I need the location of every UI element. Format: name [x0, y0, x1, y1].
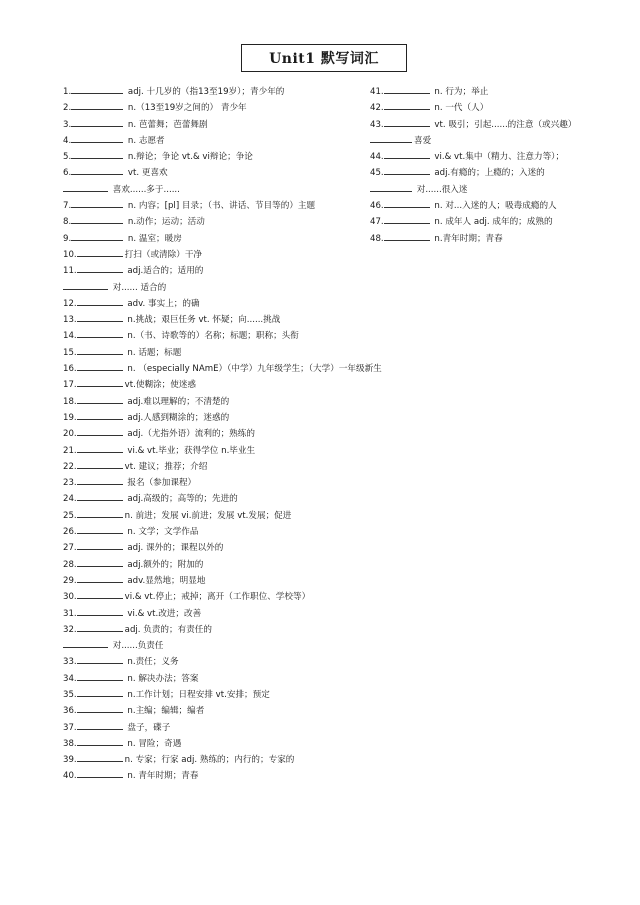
item-number: 14.	[63, 331, 77, 342]
vocabulary-item	[63, 702, 423, 718]
vocabulary-item	[63, 327, 423, 343]
item-definition: n. 内容；[pl] 目录；（书、讲话、节目等的）主题	[125, 201, 316, 212]
item-number: 2.	[63, 103, 72, 114]
answer-blank[interactable]	[77, 507, 123, 518]
item-number: 35.	[63, 689, 77, 700]
vocabulary-item	[370, 99, 632, 115]
vocabulary-item	[370, 116, 632, 132]
item-definition: 报名（参加课程）	[124, 478, 197, 489]
answer-blank[interactable]	[71, 197, 123, 208]
item-definition: n.责任；义务	[124, 657, 179, 668]
item-number: 21.	[63, 445, 77, 456]
answer-blank[interactable]	[77, 702, 123, 713]
page-title: Unit1 默写词汇	[241, 44, 407, 72]
answer-blank[interactable]	[77, 327, 123, 338]
item-number: 36.	[63, 706, 77, 717]
item-number: 32.	[63, 624, 77, 635]
vocabulary-item	[63, 556, 423, 572]
answer-blank[interactable]	[77, 670, 123, 681]
vocabulary-item	[63, 360, 423, 376]
item-number: 18.	[63, 396, 77, 407]
vocabulary-item	[63, 197, 423, 213]
item-number: 25.	[63, 510, 77, 521]
answer-blank[interactable]	[63, 637, 108, 648]
item-definition: n.辩论；争论 vt.& vi辩论；争论	[125, 152, 253, 163]
item-definition: n. 青年时期；青春	[124, 771, 199, 782]
item-number: 28.	[63, 559, 77, 570]
vocabulary-item	[63, 376, 423, 392]
vocabulary-item	[63, 653, 423, 669]
answer-blank[interactable]	[384, 148, 430, 159]
item-definition: n. 一代（人）	[431, 103, 489, 114]
item-definition: n. 解决办法；答案	[124, 673, 199, 684]
item-definition: 喜爱	[414, 135, 432, 146]
answer-blank[interactable]	[77, 588, 123, 599]
item-definition: vi.& vt.毕业；获得学位 n.毕业生	[124, 445, 256, 456]
item-number: 42.	[370, 103, 384, 114]
item-definition: n. （especially NAmE）（中学）九年级学生；（大学）一年级新生	[124, 364, 382, 375]
item-number: 33.	[63, 657, 77, 668]
item-number: 7.	[63, 201, 72, 212]
answer-blank[interactable]	[370, 132, 412, 143]
answer-blank[interactable]	[77, 262, 123, 273]
vocabulary-item	[63, 99, 423, 115]
item-number: 29.	[63, 575, 77, 586]
answer-blank[interactable]	[77, 735, 123, 746]
answer-blank[interactable]	[71, 164, 123, 175]
answer-blank[interactable]	[77, 246, 123, 257]
item-number: 44.	[370, 152, 384, 163]
item-definition: n.青年时期；青春	[431, 233, 503, 244]
item-definition: vi.& vt.集中（精力、注意力等）；	[431, 152, 565, 163]
answer-blank[interactable]	[77, 360, 123, 371]
item-number: 13.	[63, 315, 77, 326]
item-number: 41.	[370, 87, 384, 97]
vocabulary-item	[63, 213, 423, 229]
item-number: 24.	[63, 494, 77, 505]
item-number: 22.	[63, 461, 77, 472]
item-number: 9.	[63, 233, 72, 244]
item-definition: 打扫（或清除）干净	[124, 249, 203, 260]
vocabulary-item	[63, 686, 423, 702]
vocabulary-item	[370, 132, 632, 148]
vocabulary-item	[370, 230, 632, 246]
item-definition: adv.显然地；明显地	[124, 575, 206, 586]
item-number: 16.	[63, 364, 77, 375]
vocabulary-item	[63, 735, 423, 751]
right-vocabulary-column	[370, 83, 632, 246]
vocabulary-item	[63, 751, 423, 767]
left-vocabulary-column	[63, 83, 423, 784]
answer-blank[interactable]	[77, 621, 123, 632]
answer-blank[interactable]	[77, 523, 123, 534]
answer-blank[interactable]	[384, 213, 430, 224]
item-definition: 喜欢......多于......	[110, 184, 180, 195]
item-definition: n. 专家；行家 adj. 熟练的；内行的；专家的	[124, 755, 295, 766]
answer-blank[interactable]	[77, 393, 123, 404]
vocabulary-item	[63, 83, 423, 99]
answer-blank[interactable]	[71, 83, 123, 94]
answer-blank[interactable]	[77, 719, 123, 730]
vocabulary-item	[63, 148, 423, 164]
item-definition: n. 芭蕾舞；芭蕾舞剧	[125, 119, 208, 130]
item-definition: vi.& vt.停止；戒掉；离开（工作职位、学校等）	[124, 592, 311, 603]
answer-blank[interactable]	[71, 148, 123, 159]
item-definition: 对...... 适合的	[110, 282, 167, 293]
answer-blank[interactable]	[77, 474, 123, 485]
answer-blank[interactable]	[384, 116, 430, 127]
vocabulary-item	[63, 767, 423, 783]
vocabulary-item	[63, 474, 423, 490]
answer-blank[interactable]	[71, 132, 123, 143]
item-definition: 对......很入迷	[414, 184, 468, 195]
item-definition: vt. 建议；推荐；介绍	[124, 461, 208, 472]
vocabulary-item	[63, 246, 423, 262]
item-definition: n. 温室；暖房	[125, 233, 182, 244]
item-number: 12.	[63, 298, 77, 309]
item-definition: adj. 十几岁的（指13至19岁）；青少年的	[125, 87, 285, 97]
item-number: 27.	[63, 543, 77, 554]
item-number: 23.	[63, 478, 77, 489]
item-definition: n. 行为；举止	[431, 87, 489, 97]
vocabulary-item	[63, 637, 423, 653]
vocabulary-item	[63, 442, 423, 458]
answer-blank[interactable]	[77, 425, 123, 436]
item-number: 19.	[63, 412, 77, 423]
item-number: 46.	[370, 201, 384, 212]
vocabulary-item	[63, 295, 423, 311]
answer-blank[interactable]	[384, 99, 430, 110]
answer-blank[interactable]	[77, 311, 123, 322]
answer-blank[interactable]	[77, 344, 123, 355]
vocabulary-item	[63, 539, 423, 555]
answer-blank[interactable]	[71, 213, 123, 224]
item-definition: n. 志愿者	[125, 135, 165, 146]
item-definition: n. 对...入迷的人；吸毒成瘾的人	[431, 201, 557, 212]
item-number: 47.	[370, 217, 384, 228]
item-number: 37.	[63, 722, 77, 733]
vocabulary-item	[63, 116, 423, 132]
answer-blank[interactable]	[63, 181, 108, 192]
item-number: 38.	[63, 738, 77, 749]
answer-blank[interactable]	[77, 442, 123, 453]
answer-blank[interactable]	[77, 409, 123, 420]
vocabulary-item	[63, 670, 423, 686]
vocabulary-item	[63, 588, 423, 604]
vocabulary-item	[63, 132, 423, 148]
answer-blank[interactable]	[63, 279, 108, 290]
item-number: 31.	[63, 608, 77, 619]
item-number: 20.	[63, 429, 77, 440]
item-definition: adv. 事实上；的确	[124, 298, 200, 309]
item-definition: adj.适合的；适用的	[124, 266, 204, 277]
item-number: 5.	[63, 152, 72, 163]
answer-blank[interactable]	[384, 197, 430, 208]
answer-blank[interactable]	[370, 181, 412, 192]
vocabulary-item	[63, 181, 423, 197]
item-number: 17.	[63, 380, 77, 391]
item-definition: n.动作；运动；活动	[125, 217, 205, 228]
vocabulary-item	[63, 425, 423, 441]
vocabulary-item	[63, 490, 423, 506]
item-definition: vt. 吸引；引起......的注意（或兴趣）	[431, 119, 577, 130]
item-definition: adj.高级的；高等的；先进的	[124, 494, 238, 505]
item-number: 3.	[63, 119, 72, 130]
answer-blank[interactable]	[71, 116, 123, 127]
answer-blank[interactable]	[384, 164, 430, 175]
item-definition: 对......负责任	[110, 641, 164, 652]
vocabulary-item	[63, 311, 423, 327]
answer-blank[interactable]	[384, 230, 430, 241]
vocabulary-item	[370, 83, 632, 99]
answer-blank[interactable]	[77, 572, 123, 583]
item-definition: n.（13至19岁之间的） 青少年	[125, 103, 247, 114]
item-definition: n.（书、诗歌等的）名称；标题；职称；头衔	[124, 331, 299, 342]
vocabulary-item	[370, 148, 632, 164]
vocabulary-item	[370, 213, 632, 229]
item-definition: vi.& vt.改进；改善	[124, 608, 202, 619]
answer-blank[interactable]	[77, 767, 123, 778]
answer-blank[interactable]	[77, 653, 123, 664]
item-number: 40.	[63, 771, 77, 782]
vocabulary-item	[63, 605, 423, 621]
vocabulary-item	[370, 197, 632, 213]
item-definition: adj.（尤指外语）流利的；熟练的	[124, 429, 255, 440]
item-definition: n. 话题；标题	[124, 347, 182, 358]
vocabulary-item	[63, 523, 423, 539]
item-number: 4.	[63, 135, 72, 146]
item-definition: n. 冒险；奇遇	[124, 738, 182, 749]
answer-blank[interactable]	[77, 539, 123, 550]
answer-blank[interactable]	[77, 295, 123, 306]
item-number: 15.	[63, 347, 77, 358]
vocabulary-item	[63, 572, 423, 588]
item-number: 34.	[63, 673, 77, 684]
answer-blank[interactable]	[77, 686, 123, 697]
item-definition: adj.有瘾的；上瘾的；入迷的	[431, 168, 545, 179]
vocabulary-item	[63, 507, 423, 523]
answer-blank[interactable]	[77, 556, 123, 567]
vocabulary-item	[63, 458, 423, 474]
vocabulary-item	[63, 719, 423, 735]
vocabulary-item	[63, 279, 423, 295]
item-number: 8.	[63, 217, 72, 228]
vocabulary-item	[63, 344, 423, 360]
answer-blank[interactable]	[71, 99, 123, 110]
item-number: 48.	[370, 233, 384, 244]
item-definition: adj.人感到糊涂的；迷惑的	[124, 412, 230, 423]
item-number: 39.	[63, 755, 77, 766]
item-definition: adj.难以理解的；不清楚的	[124, 396, 230, 407]
item-definition: n.挑战；艰巨任务 vt. 怀疑；向......挑战	[124, 315, 281, 326]
vocabulary-item	[370, 181, 632, 197]
item-number: 11.	[63, 266, 77, 277]
vocabulary-item	[63, 164, 423, 180]
vocabulary-item	[63, 230, 423, 246]
item-definition: n. 文学；文学作品	[124, 527, 199, 538]
answer-blank[interactable]	[384, 83, 430, 94]
answer-blank[interactable]	[77, 605, 123, 616]
vocabulary-item	[370, 164, 632, 180]
item-definition: adj. 负责的；有责任的	[124, 624, 212, 635]
answer-blank[interactable]	[71, 230, 123, 241]
item-number: 45.	[370, 168, 384, 179]
vocabulary-item	[63, 262, 423, 278]
item-number: 10.	[63, 249, 77, 260]
item-definition: adj.额外的；附加的	[124, 559, 204, 570]
item-definition: n. 成年人 adj. 成年的；成熟的	[431, 217, 553, 228]
vocabulary-item	[63, 621, 423, 637]
item-definition: n.主编；编辑；编者	[124, 706, 205, 717]
item-number: 43.	[370, 119, 384, 130]
item-number: 26.	[63, 527, 77, 538]
item-number: 6.	[63, 168, 72, 179]
answer-blank[interactable]	[77, 490, 123, 501]
item-number: 30.	[63, 592, 77, 603]
vocabulary-item	[63, 409, 423, 425]
item-definition: n. 前进；发展 vi.前进；发展 vt.发展；促进	[124, 510, 292, 521]
item-definition: vt.使糊涂；使迷惑	[124, 380, 197, 391]
answer-blank[interactable]	[77, 751, 123, 762]
item-definition: 盘子，碟子	[124, 722, 171, 733]
item-definition: adj. 课外的；课程以外的	[124, 543, 224, 554]
item-definition: vt. 更喜欢	[125, 168, 168, 179]
answer-blank[interactable]	[77, 458, 123, 469]
answer-blank[interactable]	[77, 376, 123, 387]
vocabulary-item	[63, 393, 423, 409]
item-number: 1.	[63, 87, 72, 97]
item-definition: n.工作计划；日程安排 vt.安排；预定	[124, 689, 270, 700]
